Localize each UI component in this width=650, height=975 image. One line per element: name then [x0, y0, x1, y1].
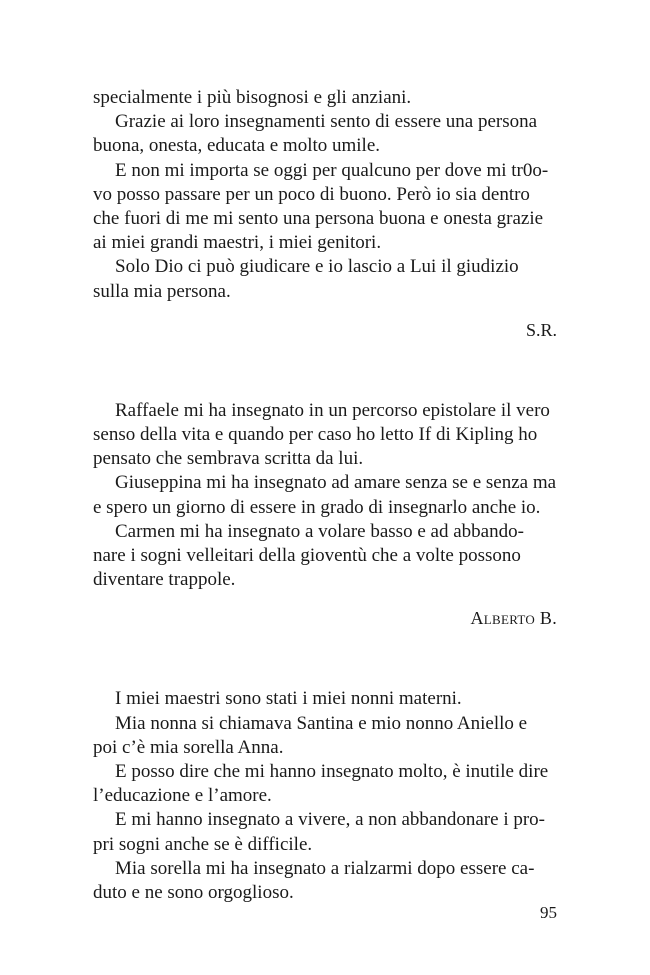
text-line: ai miei grandi maestri, i miei genitori.: [93, 232, 382, 254]
text-line: diventare trappole.: [93, 569, 236, 591]
text-line: Mia nonna si chiamava Santina e mio nonno Aniello e: [115, 712, 528, 734]
paragraph: [93, 255, 557, 303]
paragraph: [93, 712, 557, 760]
page-number: 95: [540, 903, 557, 922]
text-line: vo posso passare per un poco di buono. Però io sia dentro: [93, 183, 530, 205]
text-line: Mia sorella mi ha insegnato a rialzarmi dopo essere ca-: [115, 857, 535, 879]
text-line: duto e ne sono orgoglioso.: [93, 882, 294, 904]
text-line: Grazie ai loro insegnamenti sento di essere una persona: [115, 111, 538, 133]
text-line: I miei maestri sono stati i miei nonni materni.: [115, 688, 462, 710]
paragraph: [93, 110, 557, 158]
paragraph: [93, 760, 557, 808]
text-line: l’educazione e l’amore.: [93, 785, 272, 807]
paragraph: [93, 808, 557, 856]
text-line: Solo Dio ci può giudicare e io lascio a Lui il giudizio: [115, 256, 519, 278]
signature-alberto-b: Alberto B.: [470, 608, 557, 629]
paragraph: [93, 687, 557, 711]
testimony-section-1: [93, 86, 557, 304]
text-line: Raffaele mi ha insegnato in un percorso epistolare il vero: [115, 399, 550, 421]
paragraph: [93, 520, 557, 593]
text-line: buona, onesta, educata e molto umile.: [93, 135, 381, 157]
text-line: Carmen mi ha insegnato a volare basso e ad abbando-: [115, 520, 524, 542]
paragraph: [93, 857, 557, 905]
text-line: Giuseppina mi ha insegnato ad amare senza se e senza ma: [115, 472, 557, 494]
testimony-section-3: [93, 687, 557, 905]
paragraph: [93, 471, 557, 519]
paragraph: [93, 399, 557, 472]
text-line: E non mi importa se oggi per qualcuno per dove mi tr0o-: [115, 159, 549, 181]
paragraph: [93, 159, 557, 256]
text-line: pri sogni anche se è difficile.: [93, 833, 313, 855]
signature-sr: S.R.: [525, 319, 557, 340]
text-line: che fuori di me mi sento una persona buona e onesta grazie: [93, 208, 544, 230]
text-line: sulla mia persona.: [93, 280, 231, 302]
text-line: pensato che sembrava scritta da lui.: [93, 448, 364, 470]
text-line: poi c’è mia sorella Anna.: [93, 736, 284, 758]
page-body: [93, 86, 557, 905]
text-line: E posso dire che mi hanno insegnato molto, è inutile dire: [115, 761, 549, 783]
paragraph: [93, 86, 557, 110]
testimony-section-2: [93, 399, 557, 593]
text-line: E mi hanno insegnato a vivere, a non abbandonare i pro-: [115, 809, 545, 831]
text-line: senso della vita e quando per caso ho letto If di Kipling ho: [93, 424, 538, 446]
text-line: nare i sogni velleitari della gioventù che a volte possono: [93, 545, 521, 567]
text-line: specialmente i più bisognosi e gli anziani.: [93, 87, 412, 108]
text-line: e spero un giorno di essere in grado di insegnarlo anche io.: [93, 496, 541, 518]
